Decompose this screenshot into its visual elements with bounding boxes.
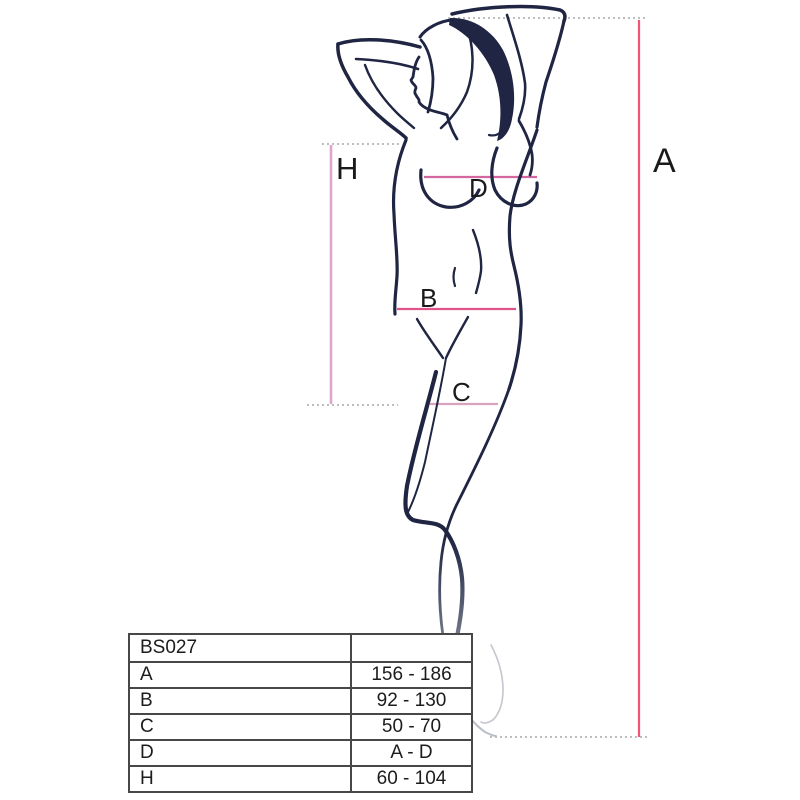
table-row-C-label: [130, 713, 350, 739]
groin-line-left: [417, 319, 443, 358]
row-C-label-text: C: [140, 716, 154, 737]
row-B-value-text: 92 - 130: [376, 690, 447, 711]
row-D-value-text: A - D: [390, 742, 433, 763]
foot-outline: [481, 645, 503, 723]
label-D-bust: D: [469, 173, 488, 203]
table-row-A-value: [350, 661, 471, 687]
head-top-outline: [420, 20, 452, 37]
inner-thigh-line: [408, 358, 446, 512]
front-hair-strand: [421, 40, 433, 112]
left-forearm-outer: [338, 40, 420, 47]
back-leg-line: [440, 389, 509, 657]
table-row-A-label: [130, 661, 350, 687]
navel-mark: [454, 268, 456, 286]
belly-crease: [473, 230, 481, 293]
hair-swoosh: [449, 18, 514, 141]
label-C-thigh: C: [452, 377, 471, 407]
product-code-text: BS027: [140, 637, 198, 658]
row-C-value-text: 50 - 70: [381, 716, 442, 737]
front-thigh-line: [405, 372, 462, 657]
neck-line: [447, 115, 457, 139]
label-B-hips: B: [420, 283, 438, 313]
left-upperarm-outer: [338, 44, 406, 138]
label-A-height: A: [653, 142, 676, 180]
table-row-B-label: [130, 687, 350, 713]
right-upperarm-outer: [537, 21, 564, 127]
left-torso-line: [394, 140, 406, 314]
size-table-product-code: [130, 635, 350, 661]
size-table-header-value: [350, 635, 471, 661]
left-upperarm-inner: [365, 65, 414, 128]
table-row-C-value: [350, 713, 471, 739]
row-A-label-text: A: [140, 664, 153, 685]
size-table: [128, 633, 473, 793]
woman-figure-illustration: [338, 7, 565, 737]
table-row-D-label: [130, 739, 350, 765]
row-H-value-text: 60 - 104: [376, 768, 447, 789]
table-row-H-value: [350, 765, 471, 791]
inner-hair-strand: [441, 26, 473, 128]
table-row-D-value: [350, 739, 471, 765]
measurement-lines: [331, 20, 639, 737]
row-A-value-text: 156 - 186: [371, 664, 452, 685]
label-H-torso: H: [336, 151, 359, 186]
guide-dotted-lines: [307, 18, 648, 737]
row-H-label-text: H: [140, 768, 154, 789]
row-B-label-text: B: [140, 690, 153, 711]
groin-line-right: [446, 317, 468, 358]
table-row-H-label: [130, 765, 350, 791]
table-row-B-value: [350, 687, 471, 713]
row-D-label-text: D: [140, 742, 154, 763]
